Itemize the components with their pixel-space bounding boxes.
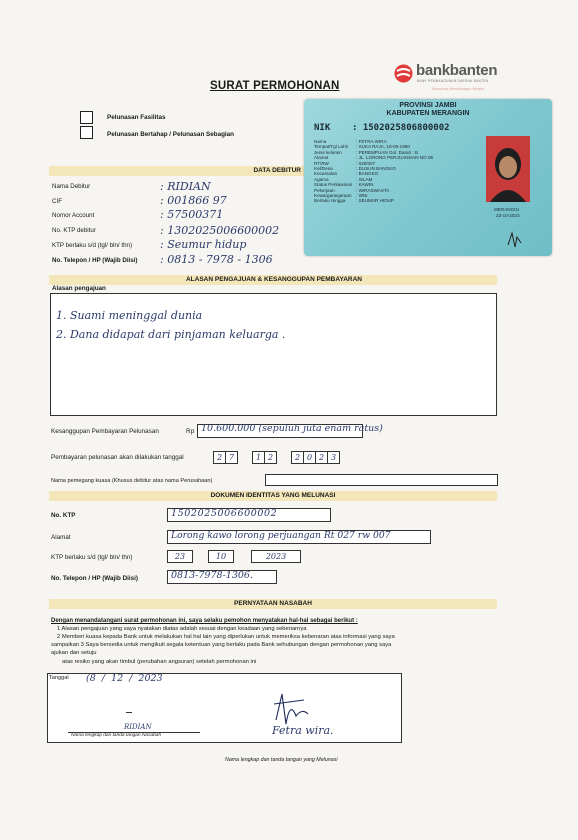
ktp-row-value: SUKA RAJA, 18-06-1980 (358, 144, 410, 150)
ktp-row-value: JL. LORONG PERJUANGAN NO 06 (358, 155, 434, 161)
field-value-ktp-berlaku[interactable]: : Seumur hidup (160, 238, 247, 251)
field-value-nomor-account[interactable]: : 57500371 (160, 208, 224, 221)
ktp-row-key: Jenis kelamin (314, 149, 342, 155)
kesanggupan-rp: Rp (186, 428, 195, 435)
bank-logo-script: Bersama Membangun Negeri (432, 86, 485, 91)
option-checkbox-pelunasan-fasilitas[interactable] (80, 111, 93, 124)
ktp-row: Berlaku Hingga : SEUMUR HIDUP (314, 198, 395, 204)
signature-nasabah-name: RIDIAN (124, 723, 152, 731)
alasan-label: Alasan pengajuan (52, 285, 106, 292)
ktp-row-key: Berlaku Hingga (314, 198, 346, 204)
ktp-nik-value: 1502025806800002 (362, 123, 450, 133)
ktp-row-key: RT/RW (314, 160, 329, 166)
ktp-regency: KABUPATEN MERANGIN (386, 110, 470, 117)
pernyataan-item-5: atas resiko yang akan timbul (perubahan angsuran) setelah permohonan ini (62, 659, 257, 665)
field-value-no-telepon[interactable]: : 0813 - 7978 - 1306 (160, 253, 273, 266)
dokumen-telp-label: No. Telepon / HP (Wajib Diisi) (51, 575, 138, 582)
tanggal-value: (8 / 12 / 2023 (86, 673, 163, 684)
ktp-row: Pekerjaan : WIRASWASTA (314, 187, 390, 193)
dokumen-telp-input[interactable] (167, 570, 277, 584)
dokumen-berlaku-year[interactable]: 2023 (251, 550, 301, 563)
ktp-row-value: DUSUN BANGKO (358, 166, 396, 171)
ktp-row-key: Agama (314, 176, 329, 182)
ktp-row: Tempat/Tgl Lahir : SUKA RAJA, 18-06-1980 (314, 144, 410, 150)
dokumen-ktp-value: 1502025006600002 (171, 508, 278, 519)
ktp-place: MERANGIN (494, 207, 519, 212)
dokumen-berlaku-day[interactable]: 23 (167, 550, 193, 563)
pernyataan-item-3: sampaikan 3 Saya bersedia untuk mengikuti segala ketentuan yang berlaku pada Bank sehubungan dengan permohonan yang saya (51, 642, 392, 648)
field-label-cif: CIF (52, 198, 62, 205)
nama-debitur-text: RIDIAN (167, 180, 211, 193)
ktp-row-key: Nama (314, 139, 327, 144)
ktp-province: PROVINSI JAMBI (399, 102, 457, 109)
signature-nasabah-mark (126, 712, 132, 713)
ktp-row-value: 029/007 (358, 160, 376, 166)
ktp-row-value: FETRA WIRA (358, 139, 387, 144)
alasan-textarea[interactable] (50, 293, 497, 416)
kesanggupan-value: 10.600.000 (sepuluh juta enam ratus) (201, 423, 383, 434)
ktp-row: Alamat : JL. LORONG PERJUANGAN NO 06 (314, 155, 434, 161)
tanggal-year-digit-3[interactable]: 2 (315, 451, 328, 464)
tanggal-day-digit-2[interactable]: 7 (225, 451, 238, 464)
ktp-photo-portrait (486, 136, 530, 202)
field-label-nomor-account: Nomor Account (52, 212, 95, 219)
field-label-nama-debitur: Nama Debitur (52, 183, 91, 190)
field-label-no-ktp-debitur: No. KTP debitur (52, 227, 96, 234)
ktp-nik-label: NIK (314, 123, 331, 133)
ktp-row: Nama : FETRA WIRA (314, 139, 387, 144)
pernyataan-intro: Dengan menandatangani surat permohonan ini, saya selaku pemohon menyatakan hal-hal sebagai berikut : (51, 618, 358, 624)
ktp-signature-mark (504, 229, 524, 251)
ktp-row-key: Status Perkawinan (314, 182, 353, 188)
tanggal-pelunasan-label: Pembayaran pelunasan akan dilakukan tanggal (51, 454, 184, 461)
dokumen-telp-value: 0813-7978-1306. (171, 570, 253, 581)
field-value-no-ktp-debitur[interactable]: : 1302025006600002 (160, 224, 280, 237)
kuasa-input[interactable] (265, 474, 498, 486)
option-label-pelunasan-fasilitas: Pelunasan Fasilitas (107, 114, 166, 121)
tanggal-month-digit-2[interactable]: 2 (264, 451, 277, 464)
nomor-account-text: 57500371 (167, 208, 224, 221)
ktp-row-value: WNI (358, 193, 368, 198)
section-header-pernyataan: PERNYATAAN NASABAH (49, 599, 497, 609)
ktp-berlaku-text: Seumur hidup (167, 238, 247, 251)
bank-logo-name: bankbanten (416, 62, 498, 79)
ktp-row: Status Perkawinan : KAWIN (314, 182, 374, 188)
kuasa-label: Nama pemegang kuasa (Khusus debitur atas nama Perusahaan) (51, 478, 213, 484)
pernyataan-item-2: 2 Memberi kuasa kepada Bank untuk melakukan hal hal lain yang diperlukan untuk memeriksa kebenaran atas informasi yang saya (57, 634, 395, 640)
signature-melunasi-caption: Nama lengkap dan tanda tangan yang Melunasi (225, 757, 338, 763)
field-value-cif[interactable]: : 001866 97 (160, 194, 227, 207)
signature-nasabah-box[interactable] (47, 673, 226, 743)
ktp-nik: : 1502025806800002 (352, 123, 450, 133)
ktp-card-image (304, 99, 552, 256)
ktp-row-value: PEREMPUAN Gol. Darah : B (358, 149, 419, 155)
ktp-row: Kecamatan : BANGKO (314, 171, 379, 177)
section-header-alasan: ALASAN PENGAJUAN & KESANGGUPAN PEMBAYARAN (49, 275, 497, 285)
ktp-row-key: Kecamatan (314, 171, 338, 177)
dokumen-berlaku-label: KTP berlaku s/d (tgl/ bln/ thn) (51, 554, 133, 561)
tanggal-year-digit-1[interactable]: 2 (291, 451, 304, 464)
ktp-row-value: ISLAM (358, 176, 373, 182)
dokumen-ktp-input[interactable] (167, 508, 331, 522)
signature-melunasi-box[interactable] (224, 673, 402, 743)
dokumen-alamat-label: Alamat (51, 534, 71, 541)
ktp-row-key: Kewarganegaraan (314, 193, 352, 198)
ktp-date: 23-10-2023 (496, 213, 520, 218)
ktp-photo (486, 136, 530, 202)
option-checkbox-pelunasan-bertahap[interactable] (80, 126, 93, 139)
tanggal-month-digit-1[interactable]: 1 (252, 451, 265, 464)
no-telepon-text: 0813 - 7978 - 1306 (167, 253, 273, 266)
field-value-nama-debitur[interactable]: : RIDIAN (160, 180, 211, 193)
field-label-no-telepon: No. Telepon / HP (Wajib Diisi) (52, 257, 138, 264)
bank-logo-tagline: BANK PEMBANGUNAN DAERAH BANTEN (417, 79, 489, 83)
ktp-row-key: Kel/Desa (314, 166, 333, 171)
ktp-row: RT/RW : 029/007 (314, 160, 376, 166)
dokumen-alamat-value: Lorong kawo lorong perjuangan Rt 027 rw 007 (171, 530, 391, 541)
ktp-row-key: Tempat/Tgl Lahir (314, 144, 349, 150)
ktp-row-key: Alamat (314, 155, 329, 161)
bank-logo-icon (394, 64, 413, 83)
signature-melunasi-name: Fetra wira. (272, 724, 334, 737)
ktp-row-value: KAWIN (358, 182, 374, 188)
ktp-row-value: SEUMUR HIDUP (358, 198, 395, 204)
signature-nasabah-caption: Nama lengkap dan tanda tangan Nasabah (71, 733, 162, 738)
section-header-data-debitur: DATA DEBITUR (49, 166, 305, 176)
option-label-pelunasan-bertahap: Pelunasan Bertahap / Pelunasan Sebagian (107, 131, 235, 138)
ktp-row-key: Pekerjaan (314, 187, 335, 193)
kesanggupan-label: Kesanggupan Pembayaran Pelunasan (51, 428, 159, 435)
ktp-row: Kewarganegaraan : WNI (314, 193, 368, 198)
page-title: SURAT PERMOHONAN (210, 80, 340, 92)
no-ktp-debitur-text: 1302025006600002 (167, 224, 280, 237)
tanggal-year-digit-2[interactable]: 0 (303, 451, 316, 464)
dokumen-alamat-input[interactable] (167, 530, 431, 544)
tanggal-label: Tanggal (49, 675, 69, 681)
bank-logo (394, 62, 504, 96)
ktp-row: Kel/Desa : DUSUN BANGKO (314, 166, 396, 171)
field-label-ktp-berlaku: KTP berlaku s/d (tgl/ bln/ thn) (52, 242, 133, 249)
dokumen-ktp-label: No. KTP (51, 512, 76, 519)
kesanggupan-input[interactable] (197, 423, 383, 438)
alasan-line-2: 2. Dana didapat dari pinjaman keluarga . (56, 328, 286, 341)
ktp-row-value: BANGKO (358, 171, 379, 177)
pernyataan-item-1: 1 Alasan pengajuan yang saya nyatakan diatas adalah sesuai dengan keadaan yang sebenarnya (57, 626, 307, 632)
ktp-row: Jenis kelamin : PEREMPUAN Gol. Darah : B (314, 149, 419, 155)
alasan-line-1: 1. Suami meninggal dunia (56, 309, 203, 322)
ktp-row: Agama : ISLAM (314, 176, 373, 182)
cif-text: 001866 97 (167, 194, 227, 207)
tanggal-year-digit-4[interactable]: 3 (327, 451, 340, 464)
tanggal-day-digit-1[interactable]: 2 (213, 451, 226, 464)
dokumen-berlaku-month[interactable]: 10 (208, 550, 234, 563)
ktp-row-value: WIRASWASTA (358, 187, 390, 193)
pernyataan-item-4: ajukan dan setuju (51, 650, 97, 656)
section-header-dokumen: DOKUMEN IDENTITAS YANG MELUNASI (49, 491, 497, 501)
